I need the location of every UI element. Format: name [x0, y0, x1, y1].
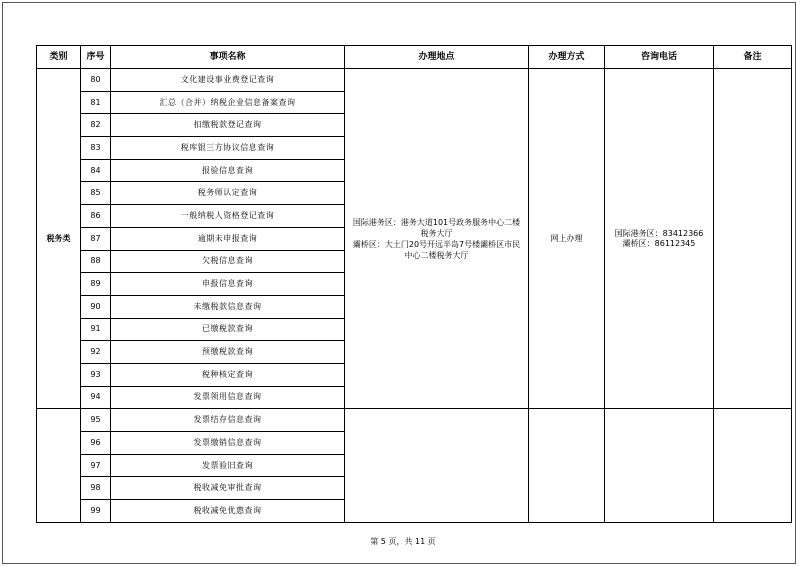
method-cell: 网上办理 — [529, 69, 605, 409]
location-cell — [345, 409, 529, 522]
item-name-cell: 发票缴销信息查询 — [111, 432, 345, 455]
item-name-cell: 发票验旧查询 — [111, 454, 345, 477]
seq-cell: 99 — [81, 500, 111, 523]
remarks-cell — [714, 69, 792, 409]
header-phone: 咨询电话 — [605, 46, 714, 69]
seq-cell: 98 — [81, 477, 111, 500]
seq-cell: 85 — [81, 182, 111, 205]
item-name-cell: 扣缴税款登记查询 — [111, 114, 345, 137]
category-cell: 税务类 — [37, 69, 81, 409]
seq-cell: 95 — [81, 409, 111, 432]
item-name-cell: 预缴税款查询 — [111, 341, 345, 364]
header-row — [37, 46, 792, 69]
header-method: 办理方式 — [529, 46, 605, 69]
item-name-cell: 文化建设事业费登记查询 — [111, 69, 345, 92]
header-name: 事项名称 — [111, 46, 345, 69]
header-remarks: 备注 — [714, 46, 792, 69]
table-row — [37, 69, 792, 92]
seq-cell: 88 — [81, 250, 111, 273]
seq-cell: 89 — [81, 273, 111, 296]
location-cell: 国际港务区：港务大道101号政务服务中心二楼税务大厅 灞桥区：大土门20号开远半岛7号楼灞桥区市民中心二楼税务大厅 — [345, 69, 529, 409]
item-name-cell: 发票领用信息查询 — [111, 386, 345, 409]
item-name-cell: 报验信息查询 — [111, 159, 345, 182]
table-row — [37, 409, 792, 432]
item-name-cell: 汇总（合并）纳税企业信息备案查询 — [111, 91, 345, 114]
item-name-cell: 已缴税款查询 — [111, 318, 345, 341]
item-name-cell: 税收减免审批查询 — [111, 477, 345, 500]
item-name-cell: 税库银三方协议信息查询 — [111, 137, 345, 160]
item-name-cell: 税收减免优惠查询 — [111, 500, 345, 523]
seq-cell: 81 — [81, 91, 111, 114]
seq-cell: 84 — [81, 159, 111, 182]
method-cell — [529, 409, 605, 522]
phone-cell — [605, 409, 714, 522]
seq-cell: 96 — [81, 432, 111, 455]
header-location: 办理地点 — [345, 46, 529, 69]
seq-cell: 86 — [81, 205, 111, 228]
phone-cell: 国际港务区：83412366 灞桥区：86112345 — [605, 69, 714, 409]
page-footer: 第 5 页，共 11 页 — [370, 537, 436, 546]
header-category: 类别 — [37, 46, 81, 69]
seq-cell: 80 — [81, 69, 111, 92]
document-page — [2, 2, 796, 564]
services-table — [36, 45, 792, 523]
header-seq: 序号 — [81, 46, 111, 69]
seq-cell: 90 — [81, 295, 111, 318]
seq-cell: 93 — [81, 363, 111, 386]
item-name-cell: 未缴税款信息查询 — [111, 295, 345, 318]
seq-cell: 97 — [81, 454, 111, 477]
item-name-cell: 税务师认定查询 — [111, 182, 345, 205]
category-cell — [37, 409, 81, 522]
item-name-cell: 逾期未申报查询 — [111, 227, 345, 250]
item-name-cell: 一般纳税人资格登记查询 — [111, 205, 345, 228]
seq-cell: 92 — [81, 341, 111, 364]
seq-cell: 87 — [81, 227, 111, 250]
seq-cell: 91 — [81, 318, 111, 341]
seq-cell: 94 — [81, 386, 111, 409]
item-name-cell: 申报信息查询 — [111, 273, 345, 296]
item-name-cell: 税种核定查询 — [111, 363, 345, 386]
item-name-cell: 发票结存信息查询 — [111, 409, 345, 432]
remarks-cell — [714, 409, 792, 522]
item-name-cell: 欠税信息查询 — [111, 250, 345, 273]
seq-cell: 83 — [81, 137, 111, 160]
seq-cell: 82 — [81, 114, 111, 137]
